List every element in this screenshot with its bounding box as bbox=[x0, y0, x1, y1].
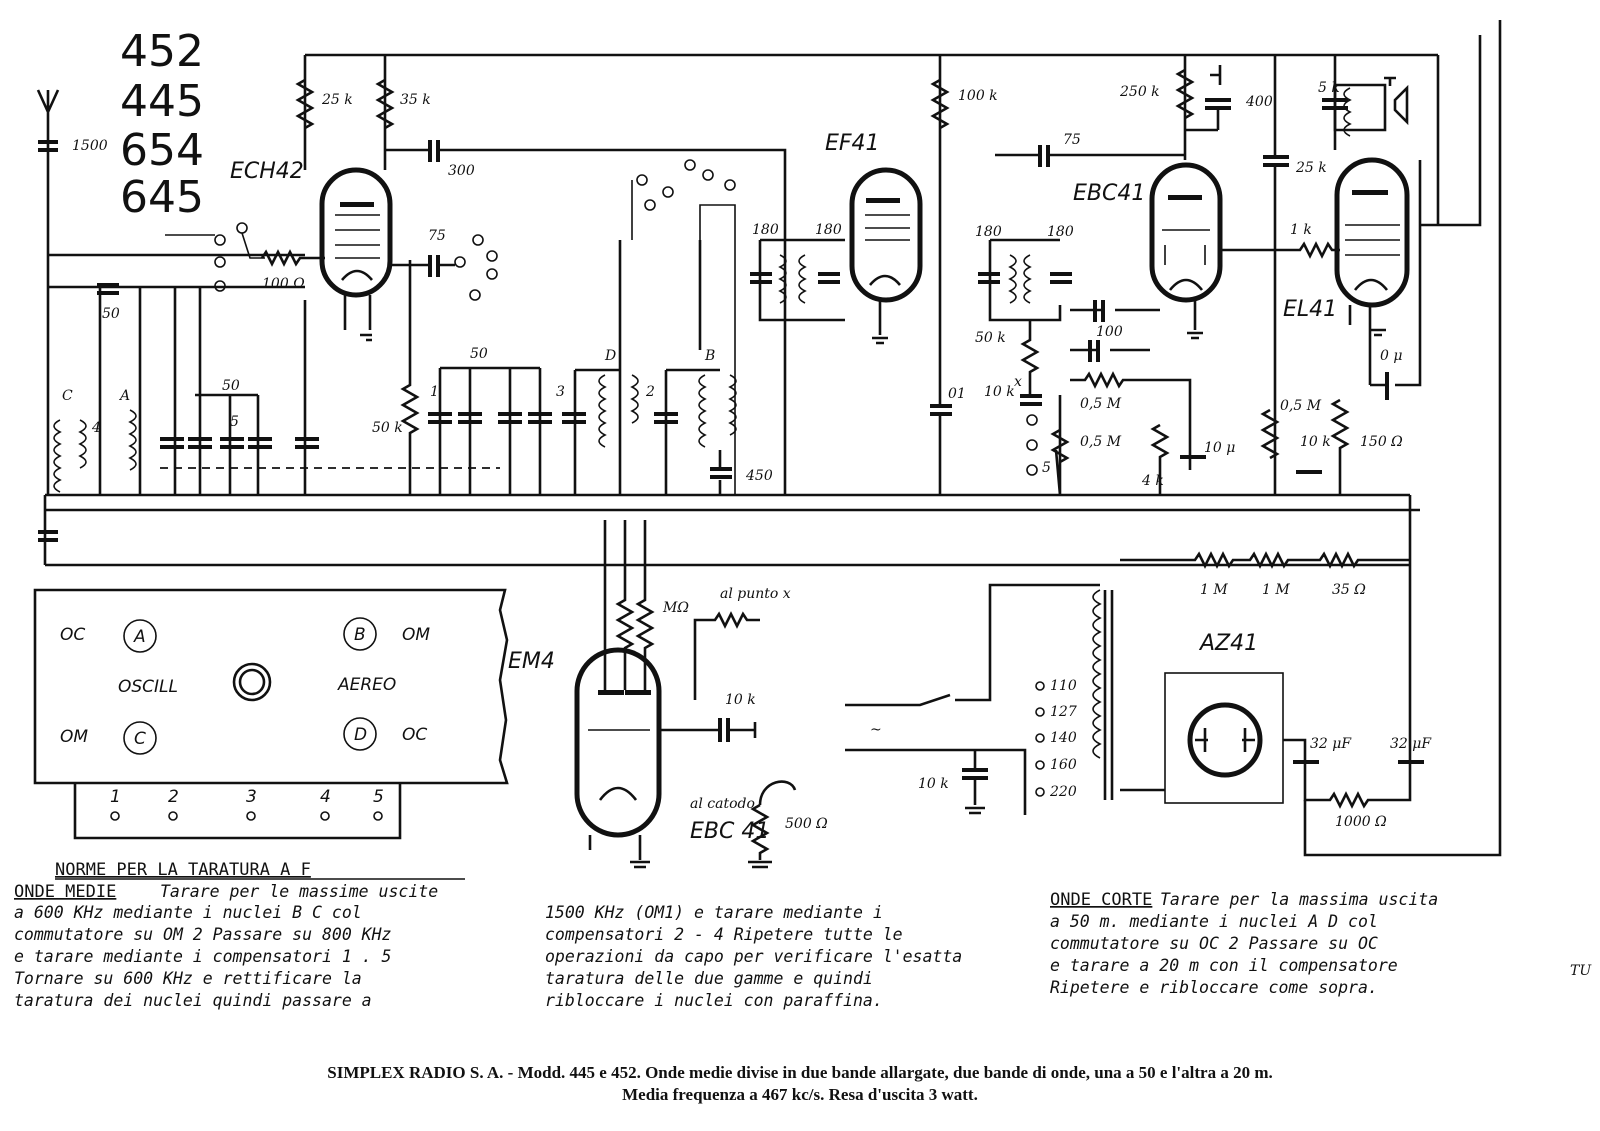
svg-text:5 k: 5 k bbox=[1318, 80, 1340, 96]
svg-text:5: 5 bbox=[1042, 460, 1051, 476]
svg-text:B: B bbox=[354, 625, 366, 645]
power-supply bbox=[845, 495, 1432, 830]
svg-text:0,5 M: 0,5 M bbox=[1080, 396, 1122, 412]
svg-text:5: 5 bbox=[373, 787, 384, 807]
caption-line-1: SIMPLEX RADIO S. A. - Modd. 445 e 452. Onde medie divise in due bande allargate, due bande di onde, una a 50 e l'altra a 20 m. bbox=[327, 1063, 1273, 1082]
tube-label-ech42: ECH42 bbox=[230, 159, 304, 184]
svg-text:10 k: 10 k bbox=[984, 384, 1015, 400]
svg-text:5: 5 bbox=[230, 414, 239, 430]
svg-text:al catodo: al catodo bbox=[690, 796, 755, 812]
svg-text:OSCILL: OSCILL bbox=[118, 677, 178, 697]
svg-text:e tarare mediante i compensato: e tarare mediante i compensatori 1 . 5 bbox=[14, 947, 392, 966]
svg-text:35 Ω: 35 Ω bbox=[1332, 582, 1366, 598]
notes-heading: NORME PER LA TARATURA A F bbox=[55, 860, 311, 880]
svg-text:180: 180 bbox=[1047, 224, 1074, 240]
svg-text:OC: OC bbox=[60, 625, 86, 645]
svg-text:110: 110 bbox=[1050, 678, 1077, 694]
svg-text:4 k: 4 k bbox=[1142, 473, 1164, 489]
svg-text:commutatore su OC 2 Passare su: commutatore su OC 2 Passare su OC bbox=[1050, 934, 1378, 953]
speaker-icon bbox=[1395, 88, 1407, 122]
svg-text:OM: OM bbox=[402, 625, 431, 645]
svg-text:50: 50 bbox=[102, 306, 120, 322]
svg-text:e tarare a 20 m con il compens: e tarare a 20 m con il compensatore bbox=[1050, 956, 1398, 975]
svg-text:75: 75 bbox=[1063, 132, 1081, 148]
svg-text:B: B bbox=[705, 348, 716, 364]
tube-label-az41: AZ41 bbox=[1200, 631, 1259, 656]
svg-text:150 Ω: 150 Ω bbox=[1360, 434, 1403, 450]
svg-text:Tornare su 600 KHz e rettifica: Tornare su 600 KHz e rettificare la bbox=[14, 969, 362, 988]
svg-text:35 k: 35 k bbox=[400, 92, 431, 108]
svg-text:Tarare per le massime uscite: Tarare per le massime uscite bbox=[160, 882, 439, 901]
tube-label-ef41: EF41 bbox=[825, 131, 880, 156]
svg-text:180: 180 bbox=[815, 222, 842, 238]
svg-text:75: 75 bbox=[428, 228, 446, 244]
svg-text:1 M: 1 M bbox=[1262, 582, 1290, 598]
svg-text:10 k: 10 k bbox=[918, 776, 949, 792]
tube-ech42 bbox=[230, 80, 785, 495]
cap-1500-label: 1500 bbox=[72, 138, 108, 154]
svg-text:1: 1 bbox=[110, 787, 121, 807]
panel-outline bbox=[35, 590, 507, 783]
svg-text:0,5 M: 0,5 M bbox=[1280, 398, 1322, 414]
svg-text:50: 50 bbox=[470, 346, 488, 362]
svg-text:D: D bbox=[354, 725, 368, 745]
svg-text:01: 01 bbox=[948, 386, 966, 402]
svg-text:450: 450 bbox=[746, 468, 773, 484]
model-number: 654 bbox=[120, 125, 204, 176]
svg-text:a 50 m. mediante i nuclei A D: a 50 m. mediante i nuclei A D col bbox=[1050, 912, 1378, 931]
svg-text:25 k: 25 k bbox=[322, 92, 353, 108]
svg-text:100 k: 100 k bbox=[958, 88, 998, 104]
svg-text:1000 Ω: 1000 Ω bbox=[1335, 814, 1387, 830]
model-number: 452 bbox=[120, 26, 204, 77]
alignment-notes bbox=[14, 860, 1592, 1010]
svg-text:10 k: 10 k bbox=[725, 692, 756, 708]
coil-c bbox=[54, 420, 60, 492]
divider-chain bbox=[1120, 554, 1410, 598]
svg-text:4: 4 bbox=[320, 787, 331, 807]
svg-text:1 k: 1 k bbox=[1290, 222, 1312, 238]
svg-text:140: 140 bbox=[1050, 730, 1077, 746]
tube-el41 bbox=[1220, 55, 1420, 495]
svg-text:32 μF: 32 μF bbox=[1390, 736, 1432, 752]
svg-text:2: 2 bbox=[646, 384, 655, 400]
svg-text:50 k: 50 k bbox=[975, 330, 1006, 346]
caption-line-2: Media frequenza a 467 kc/s. Resa d'uscita 3 watt. bbox=[622, 1085, 978, 1104]
ech-anode-leads bbox=[305, 55, 385, 170]
speaker-return bbox=[1420, 35, 1480, 225]
svg-text:operazioni da capo per verific: operazioni da capo per verificare l'esatta bbox=[545, 947, 963, 966]
svg-text:C: C bbox=[62, 388, 73, 404]
svg-text:180: 180 bbox=[975, 224, 1002, 240]
antenna-section bbox=[38, 90, 108, 542]
svg-text:180: 180 bbox=[752, 222, 779, 238]
svg-text:A: A bbox=[120, 388, 131, 404]
onde-corte-title: ONDE CORTE bbox=[1050, 890, 1153, 910]
svg-text:100: 100 bbox=[1096, 324, 1123, 340]
svg-text:4: 4 bbox=[92, 420, 101, 436]
model-number: 445 bbox=[120, 76, 204, 127]
onde-medie-title: ONDE MEDIE bbox=[14, 882, 117, 902]
svg-text:A: A bbox=[134, 627, 146, 647]
svg-text:400: 400 bbox=[1246, 94, 1273, 110]
svg-text:10 μ: 10 μ bbox=[1204, 440, 1236, 456]
svg-text:TU: TU bbox=[1570, 963, 1592, 979]
svg-text:3: 3 bbox=[246, 787, 257, 807]
svg-text:2: 2 bbox=[168, 787, 179, 807]
svg-text:taratura dei nuclei quindi pas: taratura dei nuclei quindi passare a bbox=[14, 991, 372, 1010]
tube-ebc41 bbox=[975, 65, 1273, 495]
svg-text:x: x bbox=[1014, 374, 1022, 390]
svg-text:Ripetere e ribloccare come sop: Ripetere e ribloccare come sopra. bbox=[1050, 978, 1378, 997]
svg-text:a 600 KHz mediante i nuclei B: a 600 KHz mediante i nuclei B C col bbox=[14, 903, 362, 922]
panel-terminal-strip bbox=[75, 783, 400, 838]
svg-text:~: ~ bbox=[870, 722, 882, 738]
svg-text:1: 1 bbox=[430, 384, 439, 400]
svg-text:32 μF: 32 μF bbox=[1310, 736, 1352, 752]
svg-text:50 k: 50 k bbox=[372, 420, 403, 436]
svg-text:al punto x: al punto x bbox=[720, 586, 791, 602]
panel-positions bbox=[110, 787, 384, 820]
svg-text:160: 160 bbox=[1050, 757, 1077, 773]
tube-ref-ebc41: EBC 41 bbox=[690, 819, 770, 844]
svg-text:commutatore su OM 2 Passare su: commutatore su OM 2 Passare su 800 KHz bbox=[14, 925, 392, 944]
rf-input-section bbox=[48, 223, 500, 495]
svg-text:10 k: 10 k bbox=[1300, 434, 1331, 450]
tube-ef41 bbox=[750, 80, 998, 495]
svg-text:3: 3 bbox=[556, 384, 565, 400]
svg-text:MΩ: MΩ bbox=[663, 600, 689, 616]
svg-text:AEREO: AEREO bbox=[338, 675, 397, 695]
tube-em4 bbox=[508, 520, 828, 867]
svg-text:ribloccare i nuclei con paraff: ribloccare i nuclei con paraffina. bbox=[545, 991, 883, 1010]
svg-text:0,5 M: 0,5 M bbox=[1080, 434, 1122, 450]
svg-text:300: 300 bbox=[448, 163, 475, 179]
svg-text:50: 50 bbox=[222, 378, 240, 394]
capacitor-plate bbox=[38, 140, 58, 144]
svg-text:Tarare per la massima uscita: Tarare per la massima uscita bbox=[1160, 890, 1439, 909]
svg-text:compensatori 2 - 4 Ripetere tu: compensatori 2 - 4 Ripetere tutte le bbox=[545, 925, 903, 944]
svg-text:1 M: 1 M bbox=[1200, 582, 1228, 598]
tube-label-em4: EM4 bbox=[508, 649, 555, 674]
svg-text:0 μ: 0 μ bbox=[1380, 348, 1403, 364]
model-numbers bbox=[120, 26, 204, 223]
svg-text:100 Ω: 100 Ω bbox=[262, 276, 305, 292]
svg-text:1500 KHz (OM1) e tarare median: 1500 KHz (OM1) e tarare mediante i bbox=[545, 903, 883, 922]
svg-text:C: C bbox=[134, 729, 146, 749]
svg-text:25 k: 25 k bbox=[1296, 160, 1327, 176]
alignment-panel bbox=[35, 590, 507, 838]
svg-text:D: D bbox=[605, 348, 617, 364]
svg-text:taratura delle due gamme e qui: taratura delle due gamme e quindi bbox=[545, 969, 873, 988]
model-number: 645 bbox=[120, 172, 204, 223]
svg-text:OC: OC bbox=[402, 725, 428, 745]
svg-text:OM: OM bbox=[60, 727, 89, 747]
capacitor-plate bbox=[38, 148, 58, 152]
svg-text:250 k: 250 k bbox=[1120, 84, 1160, 100]
svg-text:500 Ω: 500 Ω bbox=[785, 816, 828, 832]
svg-text:220: 220 bbox=[1050, 784, 1077, 800]
tube-label-ebc41: EBC41 bbox=[1073, 181, 1146, 206]
tube-label-el41: EL41 bbox=[1283, 297, 1338, 322]
svg-text:127: 127 bbox=[1050, 704, 1077, 720]
coil-a bbox=[130, 410, 136, 470]
